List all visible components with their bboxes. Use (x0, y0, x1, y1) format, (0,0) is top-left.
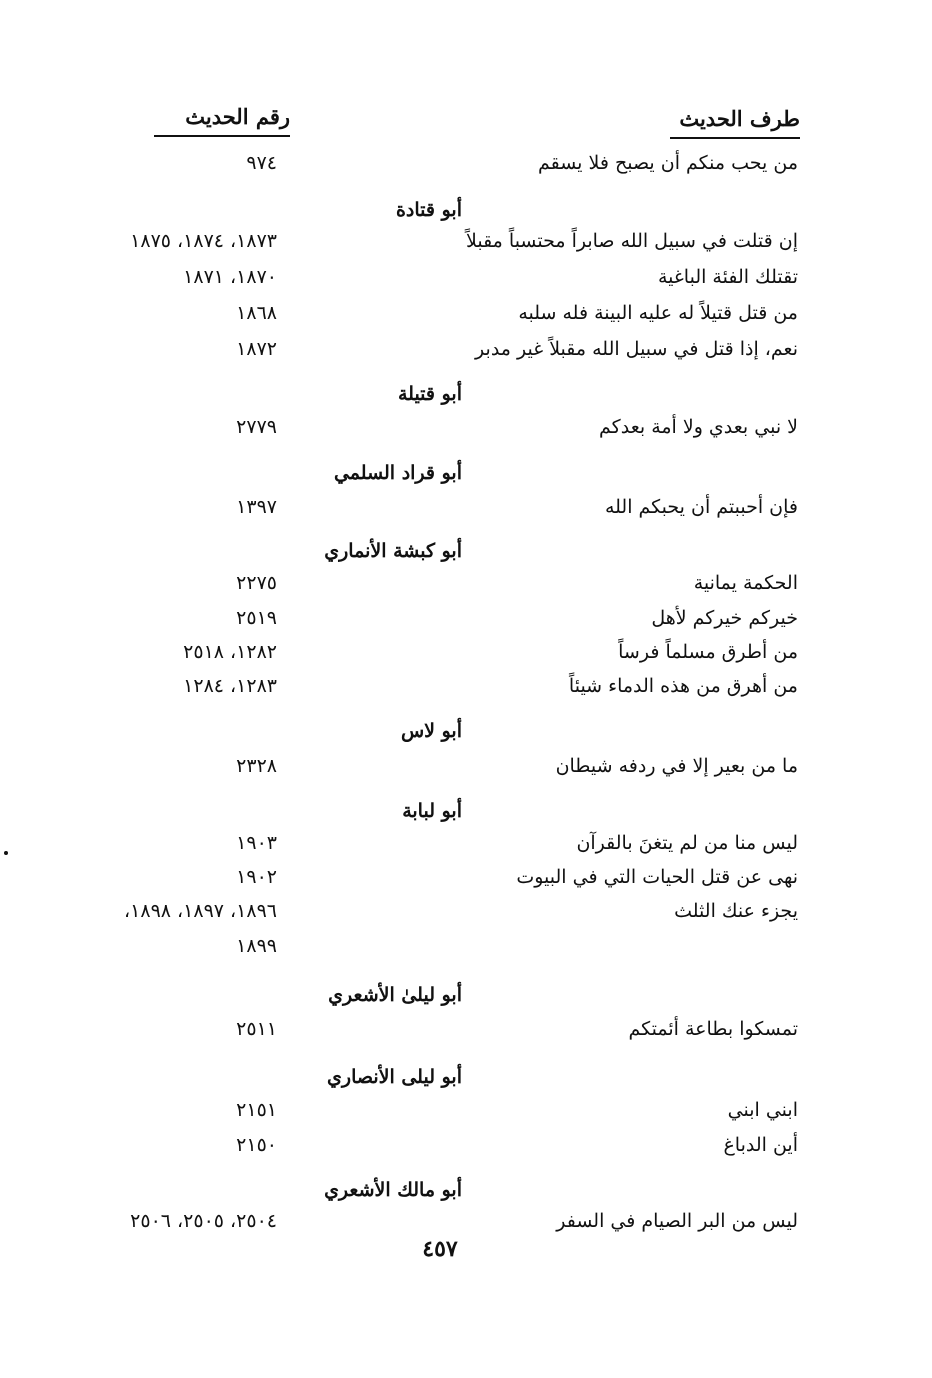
hadith-snippet: تقتلك الفئة الباغية (657, 266, 798, 288)
narrator-heading: أبو ليلى الأنصاري (327, 1066, 462, 1088)
index-row (0, 832, 932, 866)
index-row (0, 572, 932, 606)
narrator-heading: أبو قراد السلمي (333, 462, 462, 484)
hadith-number: ٢٥١٩ (236, 607, 277, 629)
index-row (0, 302, 932, 336)
hadith-number: ٢٢٧٥ (236, 572, 277, 594)
hadith-number: ١٨٧٣، ١٨٧٤، ١٨٧٥ (130, 230, 277, 252)
hadith-number: ١٨٩٦، ١٨٩٧، ١٨٩٨، (124, 900, 277, 922)
index-row (0, 1134, 932, 1168)
index-row (0, 338, 932, 372)
margin-dot (4, 851, 8, 855)
hadith-number: ١٣٩٧ (236, 496, 277, 518)
index-row (0, 266, 932, 300)
index-row (0, 607, 932, 641)
index-row (0, 866, 932, 900)
narrator-heading: أبو مالك الأشعري (324, 1179, 462, 1201)
narrator-heading: أبو لبابة (402, 800, 462, 822)
page-number: ٤٥٧ (422, 1236, 458, 1262)
index-row (0, 900, 932, 934)
hadith-snippet: ليس من البر الصيام في السفر (556, 1210, 798, 1232)
hadith-snippet: نهى عن قتل الحيات التي في البيوت (516, 866, 798, 888)
index-row (0, 1018, 932, 1052)
hadith-snippet: أين الدباغ (723, 1134, 798, 1156)
hadith-number: ١٢٨٢، ٢٥١٨ (183, 641, 277, 663)
hadith-snippet: إن قتلت في سبيل الله صابراً محتسباً مقبلاً (466, 230, 798, 252)
hadith-number: ٢٣٢٨ (236, 755, 277, 777)
index-row (0, 152, 932, 186)
hadith-snippet: تمسكوا بطاعة أئمتكم (628, 1018, 798, 1040)
hadith-snippet: خيركم خيركم لأهل (651, 607, 798, 629)
number-column-header: رقم الحديث (154, 104, 290, 137)
index-row (0, 755, 932, 789)
hadith-column-header: طرف الحديث (670, 106, 800, 139)
narrator-heading: أبو قتادة (395, 199, 462, 221)
hadith-number: ٩٧٤ (246, 152, 277, 174)
hadith-number: ٢٥٠٤، ٢٥٠٥، ٢٥٠٦ (130, 1210, 277, 1232)
hadith-number: ١٨٩٩ (236, 935, 277, 957)
narrator-heading: أبو ليلىٰ الأشعري (328, 984, 462, 1006)
narrator-heading: أبو كبشة الأنماري (324, 540, 462, 562)
hadith-number: ٢٥١١ (236, 1018, 277, 1040)
hadith-snippet: من يحب منكم أن يصبح فلا يسقم (537, 152, 798, 174)
index-row (0, 935, 932, 969)
hadith-snippet: لا نبي بعدي ولا أمة بعدكم (599, 416, 798, 438)
hadith-number: ١٩٠٣ (236, 832, 277, 854)
hadith-snippet: من قتل قتيلاً له عليه البينة فله سلبه (518, 302, 798, 324)
hadith-number: ١٨٧٠، ١٨٧١ (183, 266, 277, 288)
hadith-snippet: من أهرق من هذه الدماء شيئاً (568, 675, 798, 697)
hadith-number: ١٩٠٢ (236, 866, 277, 888)
index-row (0, 496, 932, 530)
hadith-number: ٢١٥٠ (236, 1134, 277, 1156)
hadith-snippet: ابني ابني (727, 1099, 798, 1121)
hadith-snippet: ما من بعير إلا في ردفه شيطان (555, 755, 798, 777)
hadith-snippet: نعم، إذا قتل في سبيل الله مقبلاً غير مدبر (475, 338, 798, 360)
hadith-snippet: الحكمة يمانية (693, 572, 798, 594)
index-row (0, 230, 932, 264)
hadith-number: ١٢٨٣، ١٢٨٤ (183, 675, 277, 697)
hadith-number: ٢١٥١ (236, 1099, 277, 1121)
hadith-snippet: ليس منا من لم يتغنَ بالقرآن (576, 832, 798, 854)
narrator-heading: أبو قتيلة (397, 383, 462, 405)
index-row (0, 675, 932, 709)
index-row (0, 416, 932, 450)
hadith-number: ١٨٧٢ (236, 338, 277, 360)
hadith-number: ١٨٦٨ (236, 302, 277, 324)
hadith-snippet: فإن أحببتم أن يحبكم الله (604, 496, 798, 518)
hadith-snippet: يجزء عنك الثلث (674, 900, 798, 922)
index-row (0, 641, 932, 675)
hadith-snippet: من أطرق مسلماً فرساً (618, 641, 798, 663)
narrator-heading: أبو لاس (400, 720, 462, 742)
hadith-number: ٢٧٧٩ (236, 416, 277, 438)
index-row (0, 1099, 932, 1133)
